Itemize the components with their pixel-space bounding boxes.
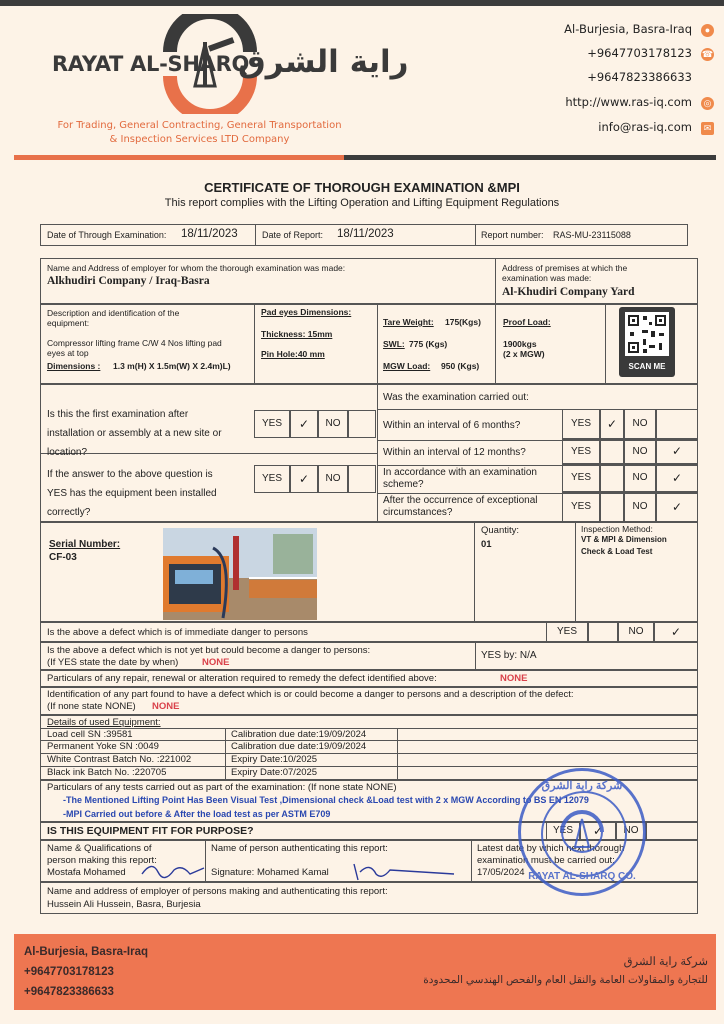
used-row-2-left: Permanent Yoke SN :0049 (47, 741, 159, 752)
certificate-subtitle: This report complies with the Lifting Operation and Lifting Equipment Regulations (164, 197, 560, 209)
mgw-value: 950 (Kgs) (441, 361, 480, 371)
dimensions-label: Dimensions : (47, 361, 101, 371)
interval-12-no-tick[interactable]: ✓ (656, 439, 698, 464)
interval-6-yes[interactable]: YES (562, 409, 600, 439)
used-row-3-right: Expiry Date:10/2025 (231, 754, 318, 765)
qr-code[interactable] (619, 307, 675, 377)
mail-icon: ✉ (701, 122, 714, 135)
exceptional-q-2: circumstances? (383, 507, 453, 518)
installed-yes[interactable]: YES (254, 465, 290, 493)
installed-no[interactable]: NO (318, 465, 348, 493)
exceptional-yes-box[interactable] (600, 492, 624, 522)
carried-out-q: Was the examination carried out: (383, 392, 529, 403)
desc-label-2: equipment: (47, 318, 90, 328)
proof-load-2: (2 x MGW) (503, 349, 545, 359)
fit-yes-tick[interactable]: ✓ (580, 822, 616, 840)
immediate-yes[interactable]: YES (546, 622, 588, 642)
company-tagline (52, 119, 347, 147)
exceptional-no-tick[interactable]: ✓ (656, 492, 698, 522)
first-exam-no[interactable]: NO (318, 410, 348, 438)
interval-6-q: Within an interval of 6 months? (383, 420, 521, 431)
exam-date: 18/11/2023 (181, 228, 238, 240)
serial-row (40, 522, 698, 622)
installed-q-3: correctly? (47, 507, 91, 518)
dimensions-value: 1.3 m(H) X 1.5m(W) X 2.4m)L) (113, 361, 231, 371)
auth-label: Name of person authenticating this report: (211, 843, 388, 854)
interval-6-yes-tick[interactable]: ✓ (600, 409, 624, 439)
used-row-3-left: White Contrast Batch No. :221002 (47, 754, 192, 765)
fit-no[interactable]: NO (616, 822, 646, 840)
contact-website[interactable]: http://www.ras-iq.com (565, 95, 692, 109)
first-exam-q-3: location? (47, 447, 88, 458)
proof-load-1: 1900kgs (503, 339, 537, 349)
immediate-no-tick[interactable]: ✓ (654, 622, 698, 642)
interval-12-yes[interactable]: YES (562, 439, 600, 464)
tests-line-1: -The Mentioned Lifting Point Has Been Visual Test ,Dimensional check &Load test with 2 x MGW According to BS EN 12079 (63, 795, 589, 805)
future-danger-none: NONE (202, 657, 230, 668)
maker-signature-scribble (138, 858, 208, 882)
stamp-logo-icon (557, 807, 607, 857)
interval-12-q: Within an interval of 12 months? (383, 447, 526, 458)
desc-label-1: Description and identification of the (47, 308, 180, 318)
serial-value: CF-03 (49, 552, 77, 563)
method-line-1: VT & MPI & Dimension (581, 535, 667, 544)
repair-q: Particulars of any repair, renewal or alteration required to remedy the defect identified above: (47, 673, 437, 684)
future-danger-row (40, 642, 698, 670)
premises-value: Al-Khudiri Company Yard (502, 286, 635, 298)
installed-q-2: YES has the equipment been installed (47, 488, 217, 499)
installed-q-1: If the answer to the above question is (47, 469, 213, 480)
fit-no-box[interactable] (646, 822, 698, 840)
brand-name-en: RAYAT AL-SHARQ (52, 52, 249, 76)
scheme-yes-box[interactable] (600, 464, 624, 492)
future-danger-q-2: (If YES state the date by when) (47, 657, 179, 668)
stamp-text-bottom: RAYAT AL-SHARQ CO. (528, 871, 636, 882)
employer-label: Name and Address of employer for whom the thorough examination was made: (47, 263, 346, 273)
maker-name: Mostafa Mohamed (47, 867, 126, 878)
identification-row (40, 687, 698, 715)
persons-employer-label: Name and address of employer of persons making and authenticating this report: (47, 886, 388, 897)
tare-weight: 175(Kgs) (445, 317, 481, 327)
top-bar (0, 0, 724, 6)
desc-line-2: eyes at top (47, 348, 89, 358)
ident-none: NONE (152, 701, 180, 712)
used-row-1-right: Calibration due date:19/09/2024 (231, 729, 367, 740)
ident-q-1: Identification of any part found to have a defect which is or could become a danger to persons and a description of the defect: (47, 689, 574, 700)
globe-icon: ◎ (701, 97, 714, 110)
premises-label-1: Address of premises at which the (502, 263, 628, 273)
ident-q-2: (If none state NONE) (47, 701, 136, 712)
equipment-photo (163, 528, 317, 620)
header-divider-dark (344, 155, 716, 160)
scheme-no-tick[interactable]: ✓ (656, 464, 698, 492)
scheme-q-1: In accordance with an examination (383, 467, 537, 478)
persons-employer-value: Hussein Ali Hussein, Basra, Burjesia (47, 899, 201, 910)
method-line-2: Check & Load Test (581, 547, 653, 556)
premises-label-2: examination was made: (502, 273, 592, 283)
first-exam-yes[interactable]: YES (254, 410, 290, 438)
footer-bar (14, 934, 716, 1010)
installed-yes-tick[interactable]: ✓ (290, 465, 318, 493)
used-equipment-label: Details of used Equipment: (47, 717, 161, 728)
swl-label: SWL: (383, 339, 405, 349)
exam-date-label: Date of Through Examination: (47, 230, 167, 240)
equipment-row (40, 304, 698, 384)
footer-ar-line-2: للتجارة والمقاولات العامة والنقل العام والفحص الهندسي المحدودة (423, 974, 708, 986)
pin-hole: Pin Hole:40 mm (261, 349, 325, 359)
phone-icon: ☎ (701, 49, 714, 59)
interval-12-yes-box[interactable] (600, 439, 624, 464)
meta-row (40, 224, 688, 246)
immediate-yes-box[interactable] (588, 622, 618, 642)
first-exam-no-box[interactable] (348, 410, 376, 438)
quantity-label: Quantity: (481, 525, 520, 536)
used-row-4-right: Expiry Date:07/2025 (231, 767, 318, 778)
contact-address: Al-Burjesia, Basra-Iraq (564, 22, 692, 36)
serial-label: Serial Number: (49, 539, 121, 550)
repair-none: NONE (500, 673, 528, 684)
stamp-text-top: شركة راية الشرق (541, 780, 623, 792)
location-icon: ● (701, 24, 714, 37)
employer-value: Alkhudiri Company / Iraq-Basra (47, 275, 210, 287)
first-exam-yes-tick[interactable]: ✓ (290, 410, 318, 438)
report-date: 18/11/2023 (337, 228, 394, 240)
brand-name-ar: راية الشرق (238, 44, 409, 80)
company-stamp (518, 768, 646, 896)
auth-signature-scribble (350, 860, 460, 882)
installed-no-box[interactable] (348, 465, 376, 493)
thickness: Thickness: 15mm (261, 329, 333, 339)
proof-load-label: Proof Load: (503, 317, 551, 327)
tests-label: Particulars of any tests carried out as part of the examination: (If none state NONE) (47, 782, 397, 793)
interval-6-no[interactable]: NO (624, 409, 656, 439)
scan-me-label: SCAN ME (628, 362, 666, 371)
footer-phone-1: +9647703178123 (24, 966, 114, 978)
certificate-title: CERTIFICATE OF THOROUGH EXAMINATION &MPI (204, 180, 520, 195)
footer-phone-2: +9647823386633 (24, 986, 114, 998)
desc-line-1: Compressor lifting frame C/W 4 Nos lifting pad (47, 338, 222, 348)
report-number-label: Report number: (481, 230, 544, 240)
contact-email[interactable]: info@ras-iq.com (598, 120, 692, 134)
scheme-no[interactable]: NO (624, 464, 656, 492)
immediate-no[interactable]: NO (618, 622, 654, 642)
qr-code-icon (619, 307, 675, 361)
used-row-4-left: Black ink Batch No. :220705 (47, 767, 167, 778)
maker-label-2: person making this report: (47, 855, 157, 866)
employer-row (40, 258, 698, 304)
tare-weight-label: Tare Weight: (383, 317, 434, 327)
scheme-yes[interactable]: YES (562, 464, 600, 492)
scheme-q-2: scheme? (383, 479, 424, 490)
mgw-label: MGW Load: (383, 361, 431, 371)
future-danger-q-1: Is the above a defect which is not yet but could become a danger to persons: (47, 645, 371, 656)
fit-yes[interactable]: YES (546, 822, 580, 840)
exceptional-yes[interactable]: YES (562, 492, 600, 522)
tagline-line-2: & Inspection Services LTD Company (109, 134, 290, 145)
interval-6-no-box[interactable] (656, 409, 698, 439)
quantity-value: 01 (481, 539, 492, 550)
interval-12-no[interactable]: NO (624, 439, 656, 464)
pad-eyes-label: Pad eyes Dimensions: (261, 307, 352, 317)
contact-phone-1: +9647703178123 (587, 46, 692, 60)
immediate-danger-q: Is the above a defect which is of immediate danger to persons (47, 627, 308, 638)
yes-by: YES by: N/A (481, 650, 537, 661)
footer-address: Al-Burjesia, Basra-Iraq (24, 946, 148, 958)
used-row-1-left: Load cell SN :39581 (47, 729, 133, 740)
next-exam-label-1: Latest date by which next thorough (477, 843, 625, 854)
auth-signature: Signature: Mohamed Kamal (211, 867, 329, 878)
report-date-label: Date of Report: (262, 230, 324, 240)
contact-phone-2: +9647823386633 (587, 70, 692, 84)
repair-row (40, 670, 698, 687)
method-label: Inspection Method: (581, 524, 653, 534)
exceptional-no[interactable]: NO (624, 492, 656, 522)
tagline-line-1: For Trading, General Contracting, General Transportation (57, 120, 342, 131)
first-exam-q-1: Is this the first examination after (47, 409, 189, 420)
header-divider-accent (14, 155, 344, 160)
maker-label-1: Name & Qualifications of (47, 843, 152, 854)
tests-line-2: -MPI Carried out before & After the load test as per ASTM E709 (63, 809, 331, 819)
swl-value: 775 (Kgs) (409, 339, 448, 349)
used-row-2-right: Calibration due date:19/09/2024 (231, 741, 367, 752)
footer-ar-line-1: شركة راية الشرق (623, 956, 708, 968)
next-exam-label-2: examination must be carried out: (477, 855, 615, 866)
next-exam-date: 17/05/2024 (477, 867, 525, 878)
exceptional-q-1: After the occurrence of exceptional (383, 495, 538, 506)
first-exam-q-2: installation or assembly at a new site or (47, 428, 222, 439)
fit-question: IS THIS EQUIPMENT FIT FOR PURPOSE? (47, 825, 254, 837)
report-number: RAS-MU-23115088 (553, 230, 631, 240)
